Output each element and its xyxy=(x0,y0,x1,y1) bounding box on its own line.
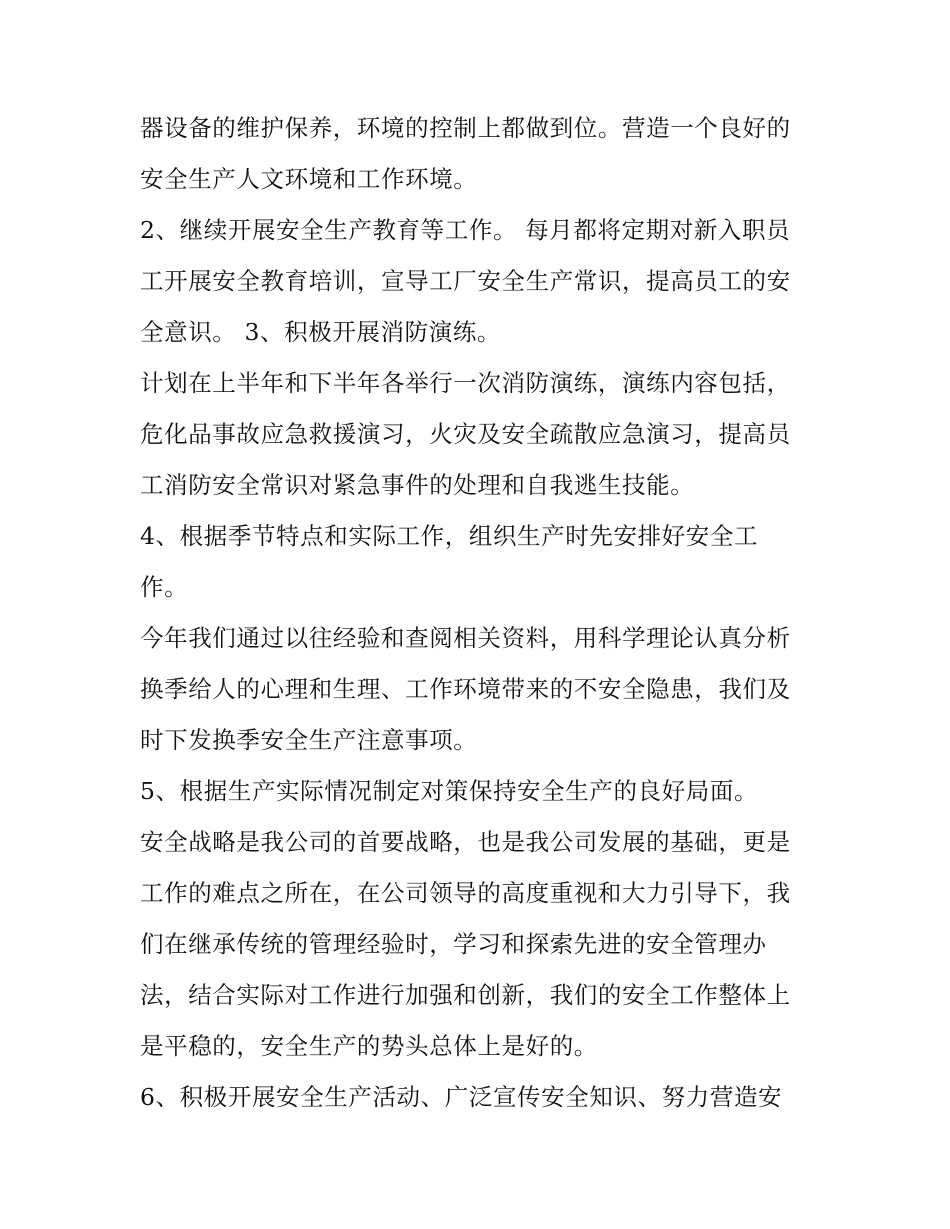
text-line: 今年我们通过以往经验和查阅相关资料，用科学理论认真分析 xyxy=(140,624,791,652)
text-line: 作。 xyxy=(140,573,189,601)
text-line: 4、根据季节特点和实际工作，组织生产时先安排好安全工 xyxy=(140,522,759,550)
text-line: 工作的难点之所在，在公司领导的高度重视和大力引导下，我 xyxy=(140,879,791,907)
text-line: 们在继承传统的管理经验时，学习和探索先进的安全管理办 xyxy=(140,930,767,958)
text-line: 法，结合实际对工作进行加强和创新，我们的安全工作整体上 xyxy=(140,981,791,1009)
text-line: 2、继续开展安全生产教育等工作。 每月都将定期对新入职员 xyxy=(140,216,791,244)
text-line: 工消防安全常识对紧急事件的处理和自我逃生技能。 xyxy=(140,471,695,499)
text-line: 是平稳的，安全生产的势头总体上是好的。 xyxy=(140,1032,598,1060)
text-line: 5、根据生产实际情况制定对策保持安全生产的良好局面。 xyxy=(140,777,759,805)
text-line: 6、积极开展安全生产活动、广泛宣传安全知识、努力营造安 xyxy=(140,1083,783,1111)
text-line: 安全生产人文环境和工作环境。 xyxy=(140,165,478,193)
text-line: 时下发换季安全生产注意事项。 xyxy=(140,726,478,754)
text-line: 全意识。 3、积极开展消防演练。 xyxy=(140,318,502,346)
text-line: 换季给人的心理和生理、工作环境带来的不安全隐患，我们及 xyxy=(140,675,791,703)
text-line: 计划在上半年和下半年各举行一次消防演练，演练内容包括， xyxy=(140,369,791,397)
text-line: 危化品事故应急救援演习，火灾及安全疏散应急演习，提高员 xyxy=(140,420,791,448)
text-line: 工开展安全教育培训，宣导工厂安全生产常识，提高员工的安 xyxy=(140,267,791,295)
text-line: 安全战略是我公司的首要战略，也是我公司发展的基础，更是 xyxy=(140,828,791,856)
text-line: 器设备的维护保养，环境的控制上都做到位。营造一个良好的 xyxy=(140,114,791,142)
